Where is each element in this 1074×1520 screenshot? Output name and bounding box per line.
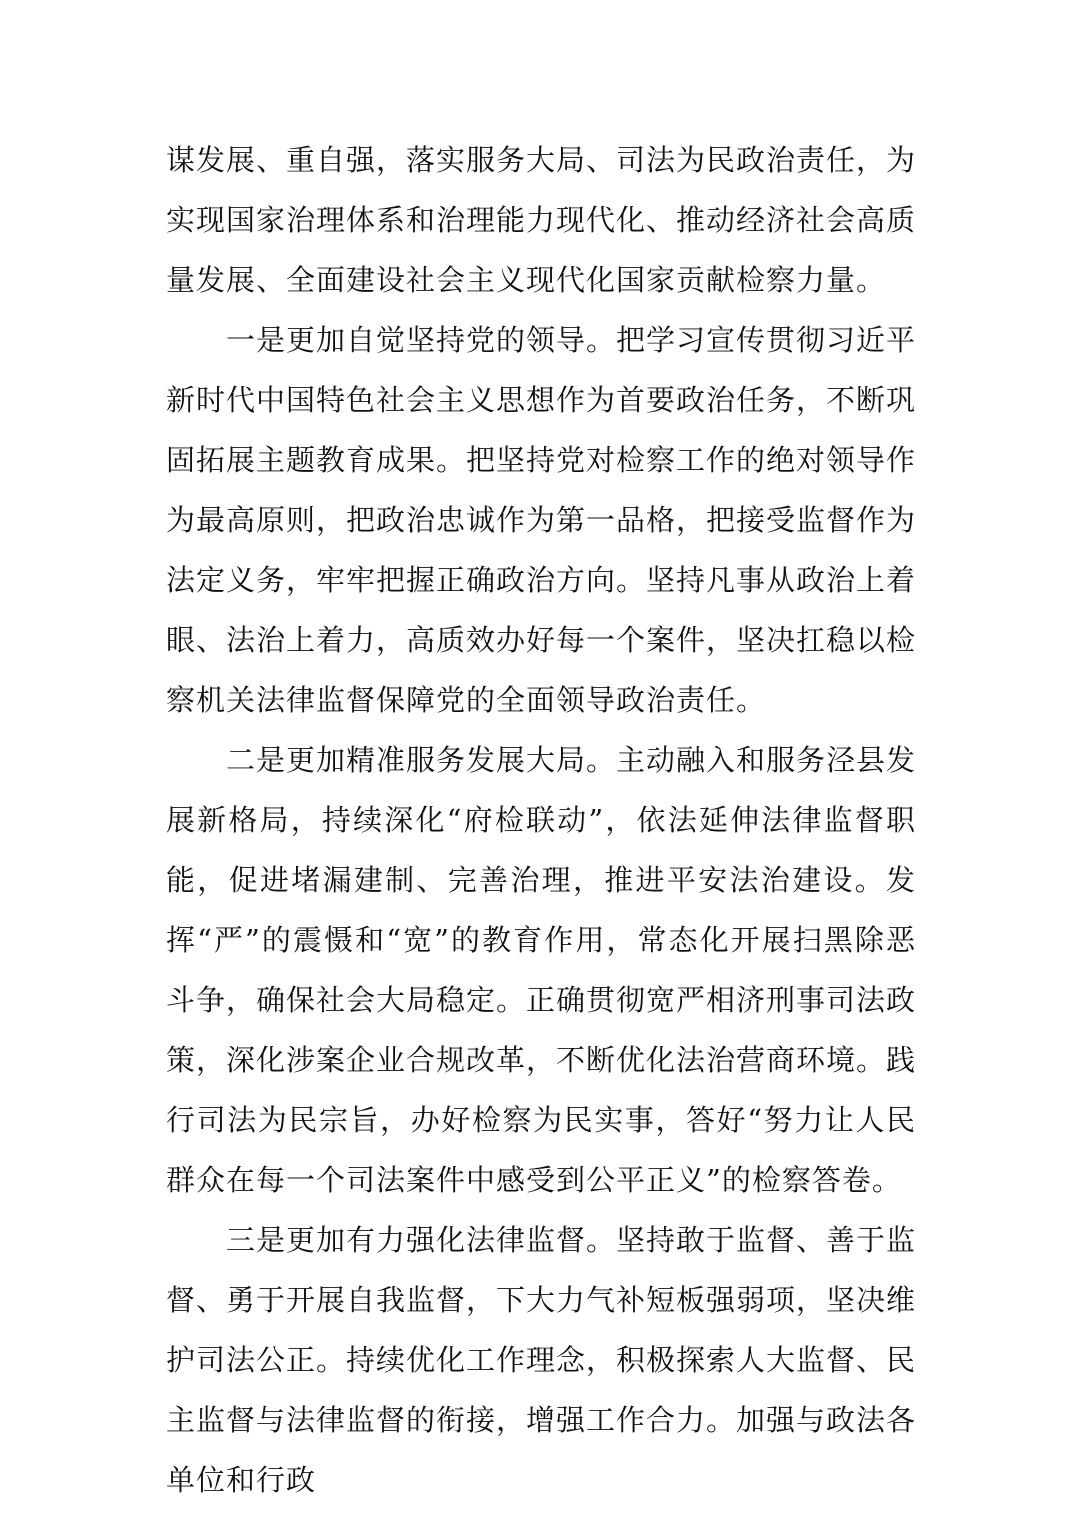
paragraph-continuation: 谋发展、重自强，落实服务大局、司法为民政治责任，为实现国家治理体系和治理能力现代化、推动经济社会高质量发展、全面建设社会主义现代化国家贡献检察力量。 xyxy=(166,143,917,297)
paragraph-party-leadership: 一是更加自觉坚持党的领导。把学习宣传贯彻习近平新时代中国特色社会主义思想作为首要政治任务，不断巩固拓展主题教育成果。把坚持党对检察工作的绝对领导作为最高原则，把政治忠诚作为第一品格，把接受监督作为法定义务，牢牢把握正确政治方向。坚持凡事从政治上着眼、法治上着力，高质效办好每一个案件，坚决扛稳以检察机关法律监督保障党的全面领导政治责任。 xyxy=(166,323,917,717)
document-body xyxy=(166,130,916,1510)
paragraph-legal-supervision: 三是更加有力强化法律监督。坚持敢于监督、善于监督、勇于开展自我监督，下大力气补短板强弱项，坚决维护司法公正。持续优化工作理念，积极探索人大监督、民主监督与法律监督的衔接，增强工作合力。加强与政法各单位和行政 xyxy=(166,1223,917,1497)
paragraph-serve-development: 二是更加精准服务发展大局。主动融入和服务泾县发展新格局，持续深化“府检联动”，依法延伸法律监督职能，促进堵漏建制、完善治理，推进平安法治建设。发挥“严”的震慑和“宽”的教育作用，常态化开展扫黑除恶斗争，确保社会大局稳定。正确贯彻宽严相济刑事司法政策，深化涉案企业合规改革，不断优化法治营商环境。践行司法为民宗旨，办好检察为民实事，答好“努力让人民群众在每一个司法案件中感受到公平正义”的检察答卷。 xyxy=(166,743,917,1197)
